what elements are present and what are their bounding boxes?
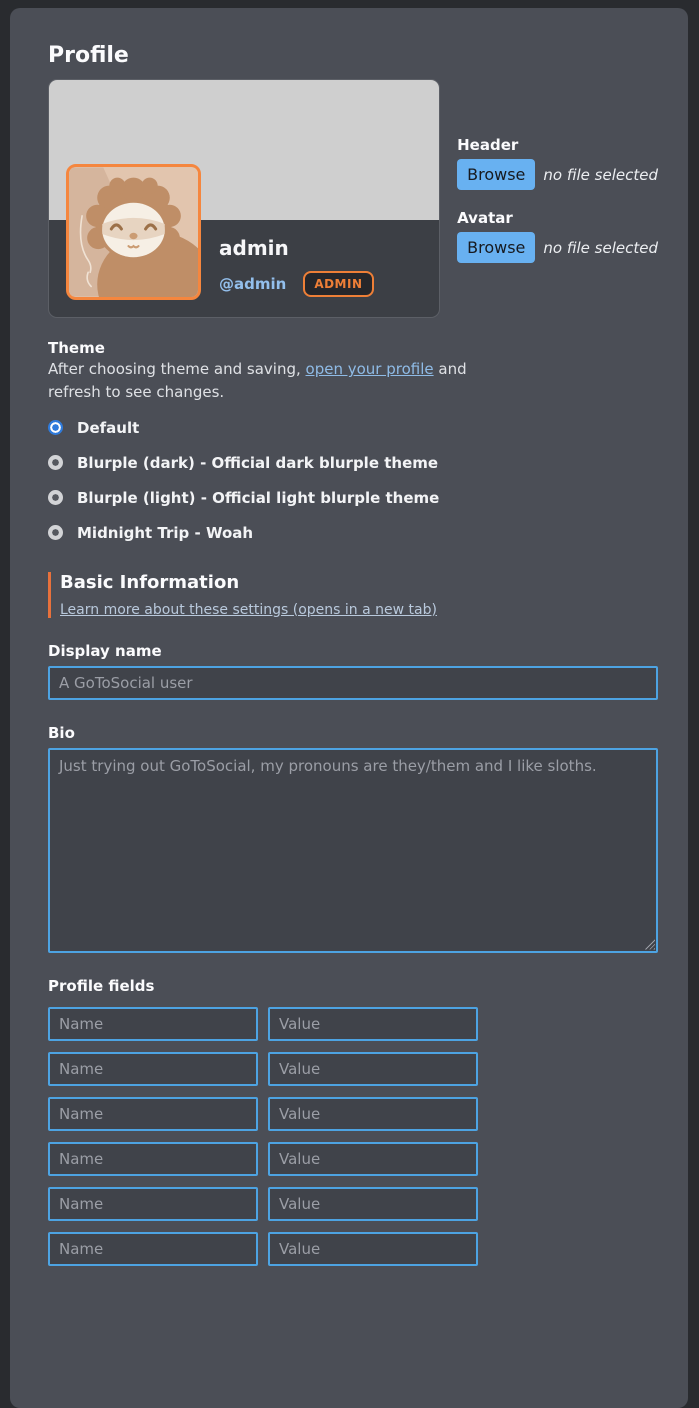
profile-field-value-input[interactable]: [268, 1232, 478, 1266]
profile-field-name-input[interactable]: [48, 1007, 258, 1041]
profile-field-name-input[interactable]: [48, 1052, 258, 1086]
header-upload-label: Header: [457, 136, 519, 154]
profile-field-row: [48, 1052, 658, 1086]
avatar-upload-label: Avatar: [457, 209, 513, 227]
profile-field-value-input[interactable]: [268, 1052, 478, 1086]
theme-options-list: [48, 419, 658, 542]
profile-field-row: [48, 1007, 658, 1041]
avatar: [66, 164, 201, 300]
theme-option-label: Blurple (light) - Official light blurple theme: [77, 488, 440, 507]
theme-description-before: After choosing theme and saving,: [48, 360, 306, 378]
profile-fields-rows: [48, 1007, 658, 1266]
page-title: Profile: [48, 43, 129, 68]
header-browse-button[interactable]: Browse: [457, 159, 535, 190]
profile-field-value-input[interactable]: [268, 1097, 478, 1131]
display-name-group: [48, 642, 658, 700]
theme-option-label: Blurple (dark) - Official dark blurple theme: [77, 453, 439, 472]
theme-section: [48, 339, 658, 542]
profile-display-name: admin: [219, 236, 289, 260]
radio-button-icon[interactable]: [48, 455, 63, 470]
profile-fields-label: Profile fields: [48, 976, 155, 995]
theme-label: Theme: [48, 339, 105, 357]
open-your-profile-link[interactable]: open your profile: [305, 360, 434, 378]
username-row: [219, 271, 427, 297]
profile-username: @admin: [219, 275, 287, 293]
profile-field-name-input[interactable]: [48, 1097, 258, 1131]
profile-preview-card: [48, 79, 440, 318]
theme-option-blurple-light[interactable]: [48, 489, 658, 507]
profile-field-value-input[interactable]: [268, 1142, 478, 1176]
theme-option-label: Default: [77, 418, 140, 437]
profile-field-name-input[interactable]: [48, 1232, 258, 1266]
bio-group: [48, 724, 658, 953]
profile-field-value-input[interactable]: [268, 1187, 478, 1221]
sloth-avatar-image: [69, 167, 198, 297]
theme-option-default[interactable]: [48, 419, 658, 437]
radio-button-icon[interactable]: [48, 490, 63, 505]
theme-option-blurple-dark[interactable]: [48, 454, 658, 472]
profile-header-row: [48, 79, 658, 318]
file-upload-column: [457, 79, 658, 282]
profile-field-row: [48, 1097, 658, 1131]
radio-button-icon[interactable]: [48, 420, 63, 435]
profile-field-row: [48, 1187, 658, 1221]
avatar-upload-row: [457, 232, 658, 263]
bio-label: Bio: [48, 723, 75, 742]
bio-textarea-wrap: [48, 748, 658, 953]
display-name-input[interactable]: [48, 666, 658, 700]
profile-field-row: [48, 1232, 658, 1266]
header-file-status: no file selected: [543, 165, 658, 184]
profile-field-name-input[interactable]: [48, 1142, 258, 1176]
profile-field-row: [48, 1142, 658, 1176]
settings-panel: [10, 8, 688, 1408]
display-name-label: Display name: [48, 641, 162, 660]
profile-fields-group: [48, 977, 658, 1266]
basic-information-title: Basic Information: [60, 571, 240, 593]
learn-more-link[interactable]: Learn more about these settings (opens in a new tab): [60, 601, 437, 618]
avatar-file-status: no file selected: [543, 238, 658, 257]
admin-role-badge: ADMIN: [303, 271, 373, 297]
avatar-browse-button[interactable]: Browse: [457, 232, 535, 263]
theme-option-label: Midnight Trip - Woah: [77, 523, 254, 542]
theme-description: [48, 358, 518, 405]
header-upload-row: [457, 159, 658, 190]
basic-information-header: [48, 572, 658, 618]
bio-textarea[interactable]: [48, 748, 658, 953]
profile-field-name-input[interactable]: [48, 1187, 258, 1221]
profile-field-value-input[interactable]: [268, 1007, 478, 1041]
theme-option-midnight-trip[interactable]: [48, 524, 658, 542]
radio-button-icon[interactable]: [48, 525, 63, 540]
theme-description-after: and refresh to see changes.: [48, 360, 467, 402]
